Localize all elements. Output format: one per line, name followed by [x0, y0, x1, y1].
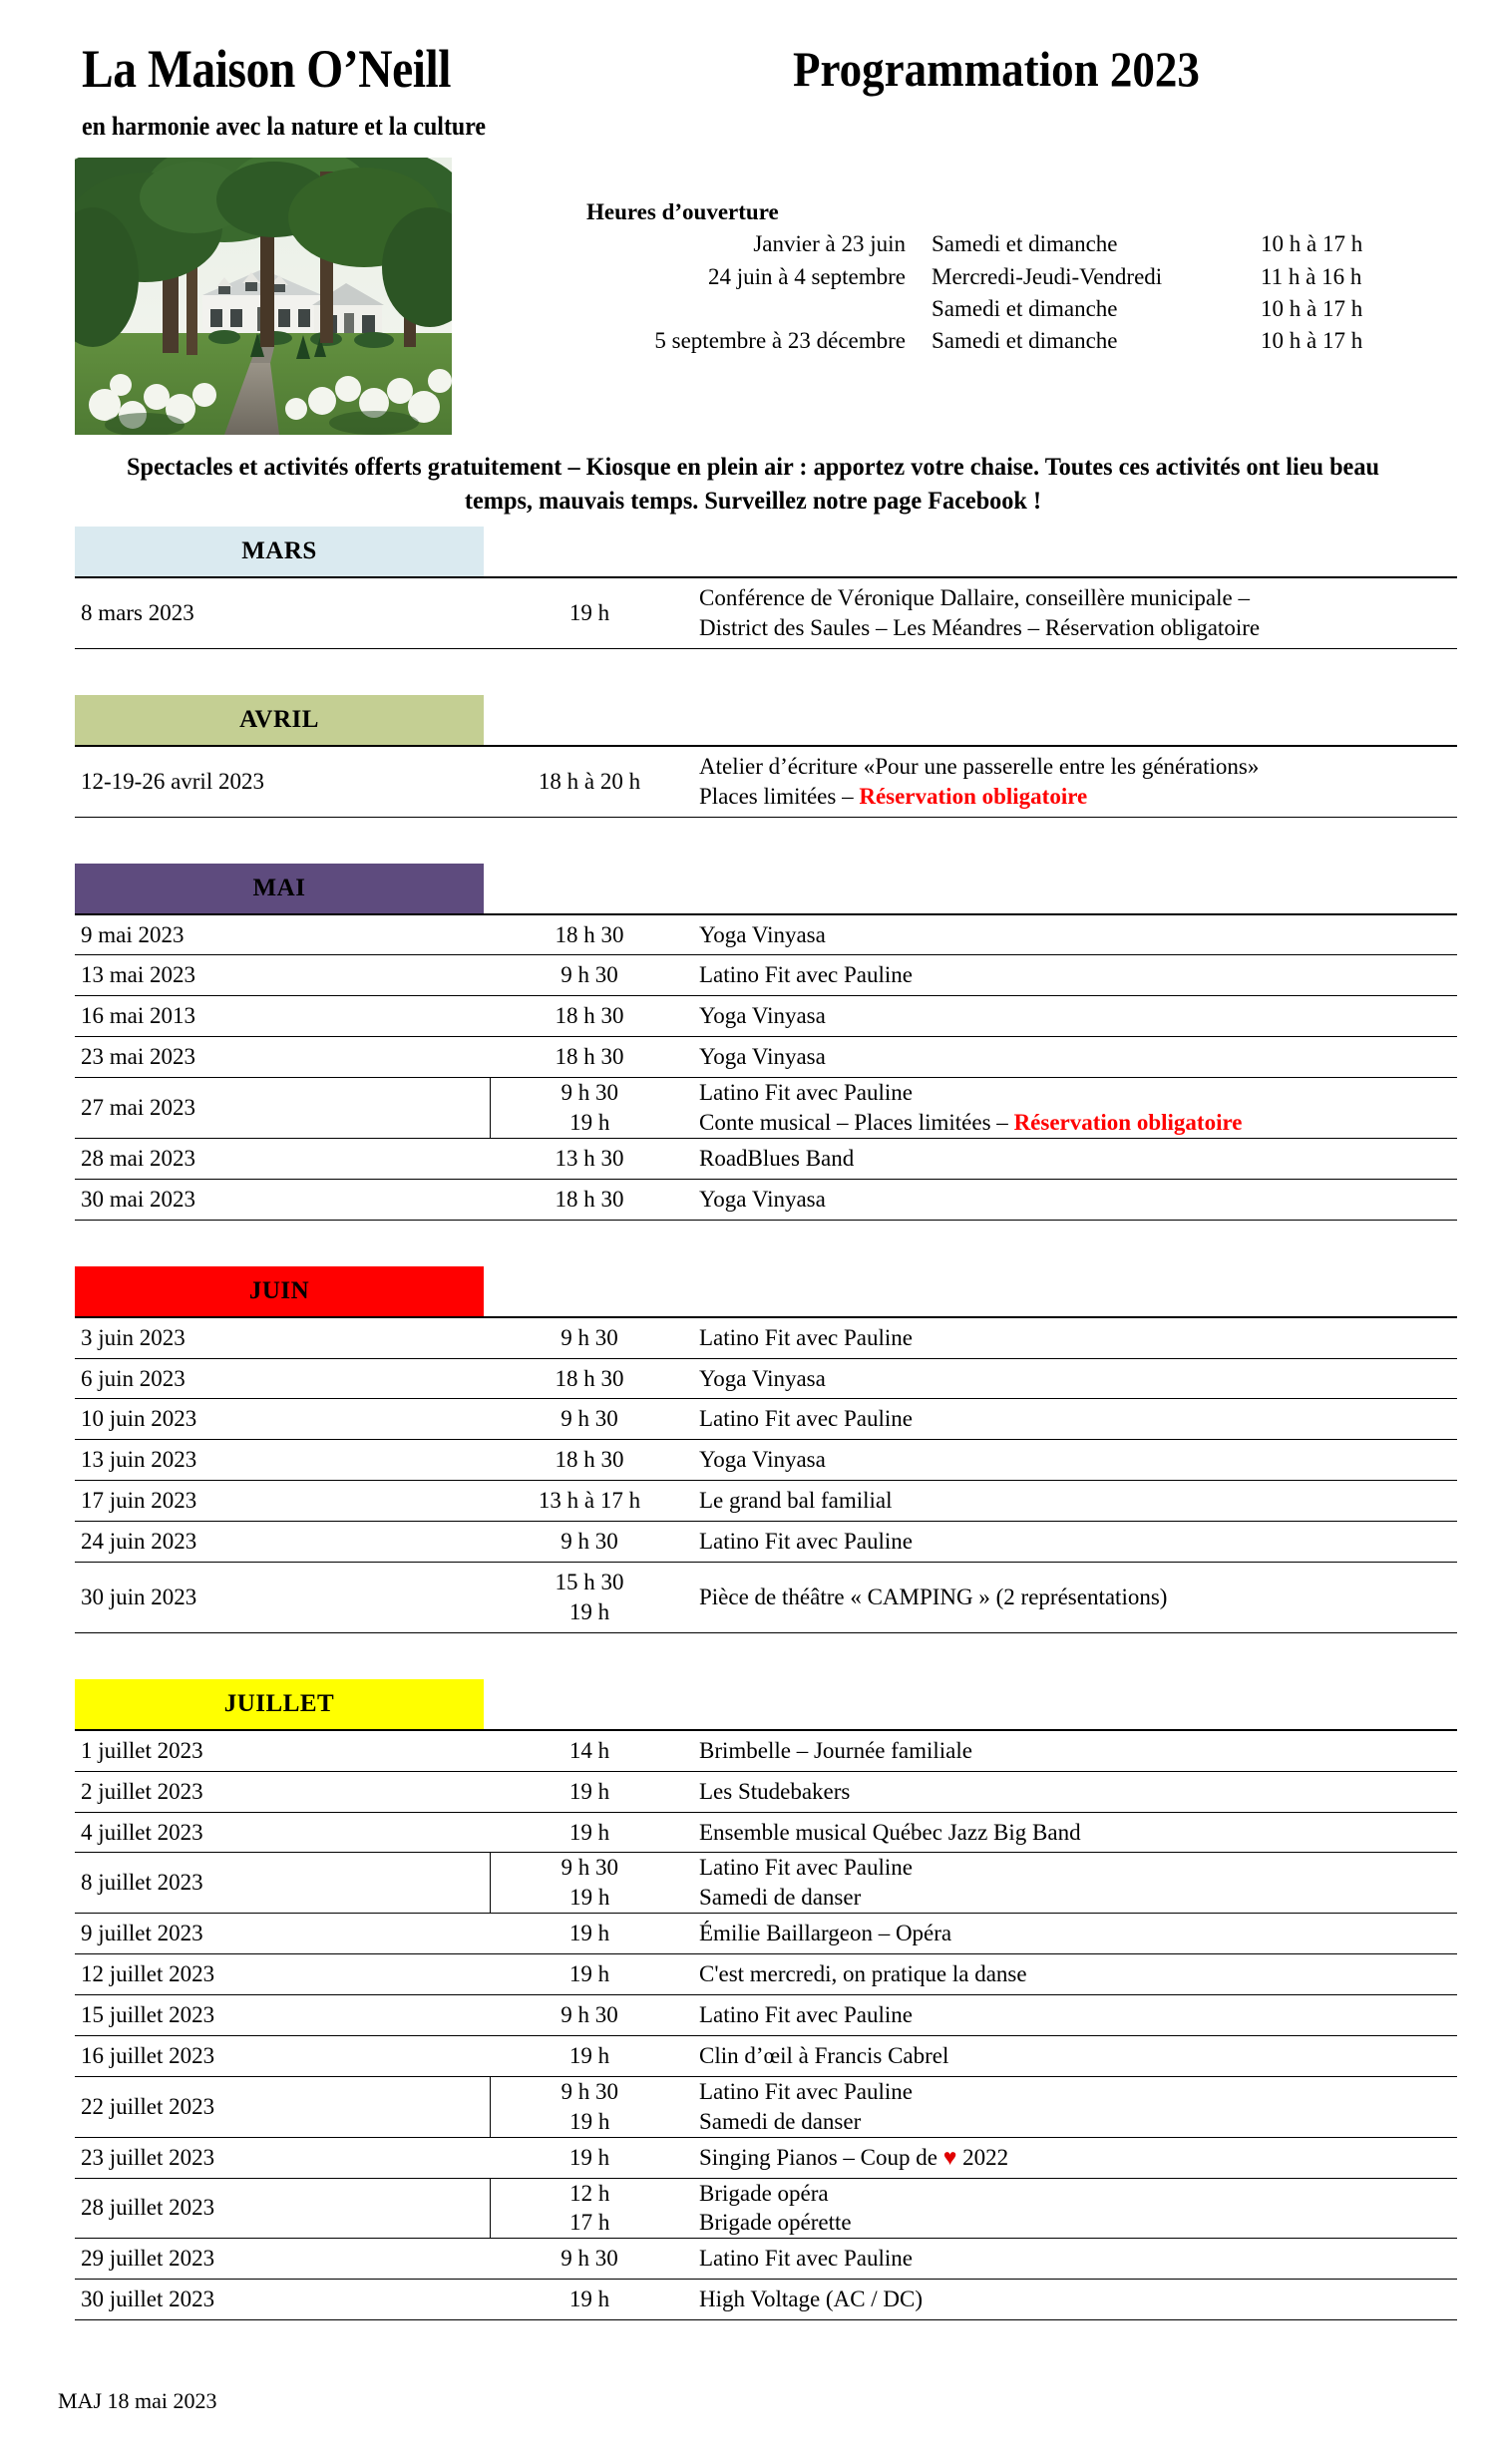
month-spacer — [75, 1221, 1441, 1266]
month-spacer — [75, 649, 1441, 695]
month-banner-avril: AVRIL — [75, 695, 484, 745]
table-row — [75, 1522, 1457, 1563]
event-date: 29 juillet 2023 — [75, 2239, 490, 2280]
table-row — [75, 1954, 1457, 1995]
table-row — [75, 1037, 1457, 1078]
month-block-mai — [75, 864, 1441, 1221]
event-date: 15 juillet 2023 — [75, 1995, 490, 2036]
month-spacer — [75, 1633, 1441, 1679]
month-table-juin — [75, 1316, 1457, 1633]
event-time: 9 h 30 — [561, 1855, 618, 1881]
event-description-group — [689, 2076, 1457, 2137]
event-time: 18 h 30 — [490, 996, 689, 1037]
month-banner-juin: JUIN — [75, 1266, 484, 1316]
event-description: Pièce de théâtre « CAMPING » (2 représentations) — [689, 1563, 1457, 1633]
event-description: Clin d’œil à Francis Cabrel — [689, 2035, 1457, 2076]
event-description: Les Studebakers — [689, 1771, 1457, 1812]
event-description: Latino Fit avec Pauline — [689, 955, 1457, 996]
event-description: Latino Fit avec Pauline — [699, 2078, 913, 2104]
table-row — [75, 1317, 1457, 1358]
event-date: 23 mai 2023 — [75, 1037, 490, 1078]
hours-time: 10 h à 17 h — [1261, 296, 1363, 322]
event-time: 9 h 30 — [561, 2078, 618, 2104]
table-row — [75, 1771, 1457, 1812]
event-description: Le grand bal familial — [689, 1481, 1457, 1522]
event-description — [689, 577, 1457, 648]
event-time: 9 h 30 — [490, 2239, 689, 2280]
table-row — [75, 1914, 1457, 1954]
event-time: 9 h 30 — [490, 955, 689, 996]
hours-days: Samedi et dimanche — [932, 231, 1118, 257]
table-row — [75, 2137, 1457, 2178]
description-text: Places limitées – — [699, 783, 860, 809]
event-description: Yoga Vinyasa — [689, 1179, 1457, 1220]
table-row — [75, 1078, 1457, 1139]
event-date: 28 mai 2023 — [75, 1138, 490, 1179]
hours-time: 11 h à 16 h — [1261, 263, 1362, 289]
table-row — [75, 1358, 1457, 1399]
table-row — [75, 2178, 1457, 2239]
table-row — [75, 2280, 1457, 2320]
description-text: Conte musical – Places limitées – — [699, 1110, 1014, 1136]
month-banner-mars: MARS — [75, 527, 484, 576]
event-time: 19 h — [490, 1914, 689, 1954]
table-row — [75, 1563, 1457, 1633]
event-time: 19 h — [490, 1771, 689, 1812]
event-time: 18 h 30 — [490, 1440, 689, 1481]
intro-line-2: activités ont lieu beau temps, mauvais temps. Surveillez notre page Facebook ! — [464, 454, 1379, 515]
event-description: Yoga Vinyasa — [689, 1358, 1457, 1399]
opening-hours-row — [586, 294, 1362, 326]
page-title-right: Programmation 2023 — [793, 41, 1200, 97]
event-date: 16 juillet 2023 — [75, 2035, 490, 2076]
event-time: 17 h — [569, 2210, 610, 2236]
table-row — [75, 1138, 1457, 1179]
page-title: La Maison O’Neill — [82, 39, 452, 99]
opening-hours-row — [586, 229, 1362, 261]
event-date: 10 juin 2023 — [75, 1399, 490, 1440]
event-date: 28 juillet 2023 — [75, 2178, 490, 2239]
event-description: Samedi de danser — [699, 2108, 862, 2134]
page-header — [0, 0, 1496, 150]
event-description: Yoga Vinyasa — [689, 914, 1457, 955]
event-time: 19 h — [569, 1110, 610, 1136]
event-time: 19 h — [490, 2280, 689, 2320]
event-time: 18 h 30 — [490, 1037, 689, 1078]
table-row — [75, 1995, 1457, 2036]
table-row — [75, 1853, 1457, 1914]
table-row — [75, 1179, 1457, 1220]
event-time: 9 h 30 — [561, 1080, 618, 1106]
event-description: RoadBlues Band — [689, 1138, 1457, 1179]
event-date: 22 juillet 2023 — [75, 2076, 490, 2137]
month-banner-juillet: JUILLET — [75, 1679, 484, 1729]
event-date: 13 mai 2023 — [75, 955, 490, 996]
hours-days: Mercredi-Jeudi-Vendredi — [932, 263, 1163, 289]
month-table-mars — [75, 576, 1457, 649]
event-description: Latino Fit avec Pauline — [689, 1399, 1457, 1440]
event-date: 2 juillet 2023 — [75, 1771, 490, 1812]
table-row — [75, 577, 1457, 648]
table-row — [75, 1440, 1457, 1481]
opening-hours-table — [586, 229, 1362, 358]
reservation-required-label: Réservation obligatoire — [859, 783, 1088, 809]
event-description: Brimbelle – Journée familiale — [689, 1730, 1457, 1771]
month-block-juin — [75, 1266, 1441, 1633]
event-date: 30 mai 2023 — [75, 1179, 490, 1220]
event-description: High Voltage (AC / DC) — [689, 2280, 1457, 2320]
event-time: 9 h 30 — [490, 1522, 689, 1563]
event-date: 8 juillet 2023 — [75, 1853, 490, 1914]
event-date: 30 juillet 2023 — [75, 2280, 490, 2320]
table-row — [75, 1730, 1457, 1771]
reservation-required-label: Réservation obligatoire — [1013, 1110, 1243, 1136]
month-block-mars — [75, 527, 1441, 649]
event-time: 19 h — [490, 577, 689, 648]
event-date: 4 juillet 2023 — [75, 1812, 490, 1853]
event-time: 9 h 30 — [490, 1317, 689, 1358]
house-photo-illustration — [75, 158, 452, 435]
event-description: Émilie Baillargeon – Opéra — [689, 1914, 1457, 1954]
event-date: 9 juillet 2023 — [75, 1914, 490, 1954]
event-time-group — [490, 1853, 689, 1914]
event-time-line: 19 h — [568, 1598, 610, 1624]
event-time-group — [490, 1078, 689, 1139]
table-row — [75, 2239, 1457, 2280]
intro-note — [120, 451, 1387, 519]
event-time: 13 h 30 — [490, 1138, 689, 1179]
hours-period: 5 septembre à 23 décembre — [654, 328, 906, 354]
event-time-group — [490, 2076, 689, 2137]
event-description: Latino Fit avec Pauline — [689, 1995, 1457, 2036]
event-time: 13 h à 17 h — [490, 1481, 689, 1522]
month-banner-mai: MAI — [75, 864, 484, 913]
event-time: 18 h 30 — [490, 1358, 689, 1399]
event-description — [689, 2137, 1457, 2178]
event-description: Latino Fit avec Pauline — [689, 1317, 1457, 1358]
hours-time: 10 h à 17 h — [1261, 328, 1363, 354]
description-line: District des Saules – Les Méandres – Réservation obligatoire — [699, 614, 1261, 640]
hours-period: 24 juin à 4 septembre — [707, 263, 906, 289]
hours-period — [586, 294, 932, 326]
month-table-juillet — [75, 1729, 1457, 2320]
event-description-group — [689, 1853, 1457, 1914]
event-date: 13 juin 2023 — [75, 1440, 490, 1481]
month-table-mai — [75, 913, 1457, 1221]
event-date: 1 juillet 2023 — [75, 1730, 490, 1771]
event-description: Brigade opérette — [699, 2210, 852, 2236]
table-row — [75, 1399, 1457, 1440]
table-row — [75, 1812, 1457, 1853]
event-description: Latino Fit avec Pauline — [689, 2239, 1457, 2280]
opening-hours — [586, 197, 1362, 359]
event-date: 27 mai 2023 — [75, 1078, 490, 1139]
table-row — [75, 2076, 1457, 2137]
event-time: 19 h — [490, 2035, 689, 2076]
event-date: 12-19-26 avril 2023 — [75, 746, 490, 817]
event-date: 9 mai 2023 — [75, 914, 490, 955]
table-row — [75, 1481, 1457, 1522]
event-time: 18 h 30 — [490, 1179, 689, 1220]
programme-schedule — [75, 527, 1441, 2320]
event-time: 14 h — [490, 1730, 689, 1771]
description-line — [699, 782, 1457, 812]
event-description: Brigade opéra — [699, 2180, 829, 2206]
month-block-juillet — [75, 1679, 1441, 2320]
event-date: 23 juillet 2023 — [75, 2137, 490, 2178]
event-description: Yoga Vinyasa — [689, 1440, 1457, 1481]
event-description — [689, 746, 1457, 817]
event-description — [699, 1108, 1457, 1138]
intro-line-1: Spectacles et activités offerts gratuitement – Kiosque en plein air : apportez votre chaise. Toutes ces — [127, 454, 1150, 481]
event-description: Yoga Vinyasa — [689, 1037, 1457, 1078]
heart-icon: ♥ — [942, 2144, 957, 2170]
event-date: 8 mars 2023 — [75, 577, 490, 648]
event-time: 12 h — [569, 2180, 610, 2206]
event-time — [490, 1563, 689, 1633]
event-date: 3 juin 2023 — [75, 1317, 490, 1358]
event-time-group — [490, 2178, 689, 2239]
event-time: 18 h à 20 h — [490, 746, 689, 817]
event-time: 19 h — [490, 1812, 689, 1853]
table-row — [75, 914, 1457, 955]
month-spacer — [75, 818, 1441, 864]
description-line: Atelier d’écriture «Pour une passerelle entre les générations» — [699, 753, 1260, 779]
event-time: 19 h — [569, 2108, 610, 2134]
page-subtitle: en harmonie avec la nature et la culture — [82, 112, 487, 141]
event-time: 19 h — [490, 1954, 689, 1995]
table-row — [75, 955, 1457, 996]
description-line: Conférence de Véronique Dallaire, conseillère municipale – — [699, 585, 1250, 610]
house-photo — [75, 158, 452, 435]
event-time: 19 h — [569, 1885, 610, 1911]
event-time: 9 h 30 — [490, 1995, 689, 2036]
table-row — [75, 2035, 1457, 2076]
table-row — [75, 746, 1457, 817]
event-date: 6 juin 2023 — [75, 1358, 490, 1399]
event-date: 24 juin 2023 — [75, 1522, 490, 1563]
last-update-footer: MAJ 18 mai 2023 — [58, 2388, 217, 2413]
table-row — [75, 996, 1457, 1037]
opening-hours-title: Heures d’ouverture — [586, 199, 779, 224]
event-time: 19 h — [490, 2137, 689, 2178]
hours-time: 10 h à 17 h — [1261, 231, 1363, 257]
hours-days: Samedi et dimanche — [932, 328, 1118, 354]
month-table-avril — [75, 745, 1457, 818]
hours-period: Janvier à 23 juin — [753, 231, 906, 257]
month-block-avril — [75, 695, 1441, 818]
event-time-line: 15 h 30 — [555, 1570, 624, 1595]
event-description: Latino Fit avec Pauline — [699, 1855, 913, 1881]
event-date: 16 mai 2013 — [75, 996, 490, 1037]
opening-hours-row — [586, 326, 1362, 358]
event-description: C'est mercredi, on pratique la danse — [689, 1954, 1457, 1995]
event-description: Yoga Vinyasa — [689, 996, 1457, 1037]
event-description: Latino Fit avec Pauline — [699, 1080, 913, 1106]
event-date: 17 juin 2023 — [75, 1481, 490, 1522]
event-description-group — [689, 1078, 1457, 1139]
event-date: 12 juillet 2023 — [75, 1954, 490, 1995]
event-description: Latino Fit avec Pauline — [689, 1522, 1457, 1563]
event-time: 18 h 30 — [490, 914, 689, 955]
description-text: Singing Pianos – Coup de — [699, 2144, 943, 2170]
event-description-group — [689, 2178, 1457, 2239]
opening-hours-row — [586, 262, 1362, 294]
description-text: 2022 — [956, 2144, 1009, 2170]
event-date: 30 juin 2023 — [75, 1563, 490, 1633]
hours-days: Samedi et dimanche — [932, 296, 1118, 322]
event-description: Ensemble musical Québec Jazz Big Band — [689, 1812, 1457, 1853]
event-time: 9 h 30 — [490, 1399, 689, 1440]
event-description: Samedi de danser — [699, 1885, 862, 1911]
